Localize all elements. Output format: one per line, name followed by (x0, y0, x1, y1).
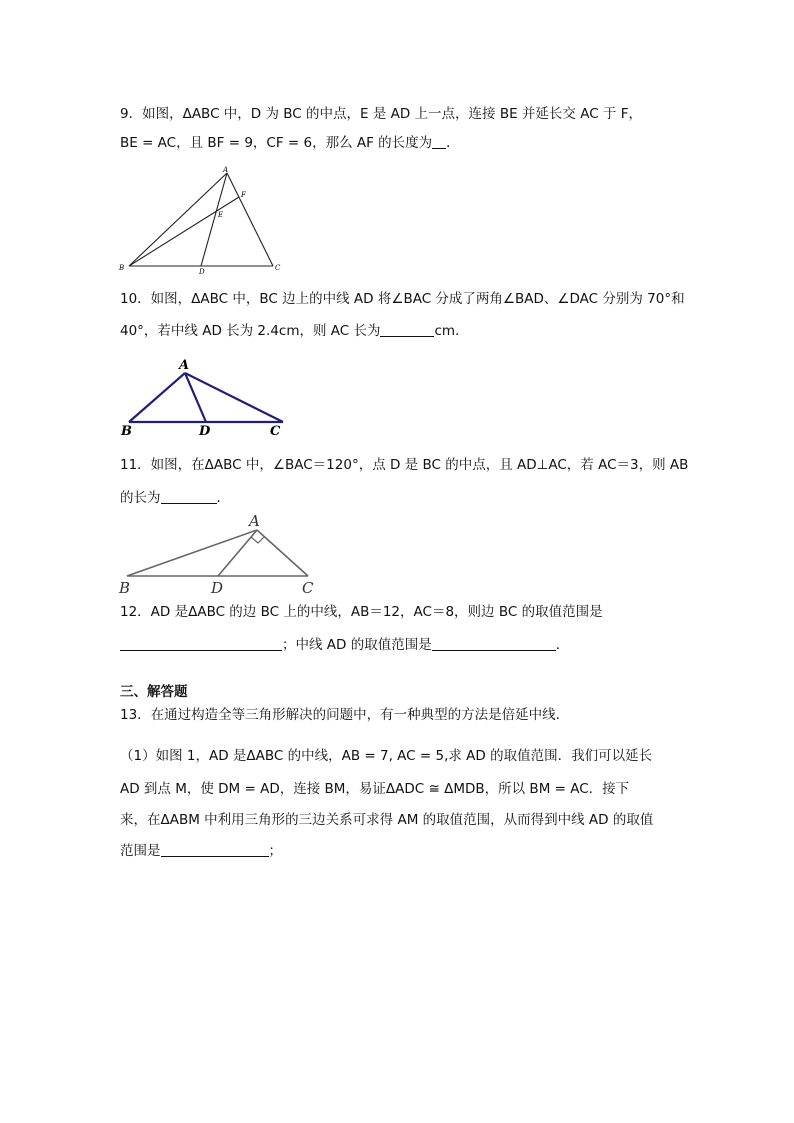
q10-text-line2 (120, 322, 684, 340)
q12-text-line2-end: ． (555, 637, 570, 653)
q9-answer-blank[interactable] (432, 135, 446, 149)
q11-text-line1: 11．如图，在ΔABC 中，∠BAC＝120°，点 D 是 BC 的中点，且 AD⊥AC，若 AC＝3，则 AB (120, 457, 689, 473)
q10-figure (115, 353, 290, 438)
q10-label-a: A (179, 358, 190, 373)
q10-median-ad (185, 373, 206, 422)
q10-text-line2-post: cm. (434, 323, 460, 339)
q12-ad-range-blank[interactable] (432, 637, 556, 651)
q10-answer-blank[interactable] (380, 323, 434, 337)
q10-label-c: C (270, 424, 281, 438)
q13-answer-blank[interactable] (161, 843, 269, 857)
q9-end: ． (446, 135, 460, 151)
q9-median-ad (201, 173, 227, 266)
q13-text-line4: 来，在ΔABM 中利用三角形的三边关系可求得 AM 的取值范围，从而得到中线 AD 的取值 (120, 812, 654, 828)
q10-side-ac (185, 373, 283, 422)
q9-text-line2-content: BE = AC，且 BF = 9，CF = 6，那么 AF 的长度为 (120, 135, 433, 151)
q13-text-line3: AD 到点 M，使 DM = AD，连接 BM，易证ΔADC ≅ ΔMDB，所以 BM = AC．接下 (120, 781, 630, 797)
q9-side-ab (129, 173, 227, 266)
q13-text-line1: 13．在通过构造全等三角形解决的问题中，有一种典型的方法是倍延中线． (120, 707, 570, 723)
q9-label-f: F (241, 191, 246, 199)
q11-label-a: A (249, 512, 260, 530)
q11-side-ac (257, 530, 308, 576)
q11-answer-blank[interactable] (161, 490, 217, 504)
q9-label-a: A (223, 166, 229, 174)
q9-text-line2 (120, 134, 684, 152)
q9-text-line1: 9．如图，ΔABC 中，D 为 BC 的中点，E 是 AD 上一点，连接 BE 并延长交 AC 于 F， (120, 106, 642, 122)
q12-text-line2 (120, 636, 684, 654)
q11-label-c: C (302, 579, 314, 597)
q9-label-c: C (275, 264, 281, 272)
q12-text-line2-mid: ；中线 AD 的取值范围是 (282, 637, 432, 653)
q11-text-line2-pre: 的长为 (120, 490, 161, 506)
q13-text-line5-pre: 范围是 (120, 843, 161, 859)
q12-bc-range-blank[interactable] (120, 637, 282, 651)
q9-side-ac (227, 173, 273, 266)
q9-segment-bf (129, 197, 239, 266)
q11-label-b: B (119, 579, 131, 597)
section-title: 三、解答题 (120, 684, 188, 700)
q10-label-b: B (121, 424, 132, 438)
q9-label-b: B (119, 264, 125, 272)
q9-label-e: E (218, 211, 224, 219)
q11-label-d: D (211, 579, 224, 597)
q10-side-ab (129, 373, 185, 422)
q9-label-d: D (199, 268, 205, 276)
q13-text-line5 (120, 842, 684, 860)
q11-figure (115, 512, 330, 598)
q11-text-line2 (120, 489, 684, 507)
q10-label-d: D (199, 424, 211, 438)
q13-text-line5-post: ； (268, 843, 282, 859)
q10-text-line2-pre: 40°，若中线 AD 长为 2.4cm，则 AC 长为 (120, 323, 381, 339)
q10-text-line1: 10．如图，ΔABC 中，BC 边上的中线 AD 将∠BAC 分成了两角∠BAD、∠DAC 分别为 70°和 (120, 291, 685, 307)
q12-text-line1: 12．AD 是ΔABC 的边 BC 上的中线，AB＝12，AC＝8，则边 BC 的取值范围是 (120, 604, 603, 620)
q9-figure (115, 165, 290, 277)
q13-text-line2: （1）如图 1，AD 是ΔABC 的中线，AB = 7, AC = 5,求 AD 的取值范围．我们可以延长 (120, 748, 653, 764)
q11-right-angle-mark (251, 537, 264, 543)
q11-text-line2-post: ． (216, 490, 230, 506)
